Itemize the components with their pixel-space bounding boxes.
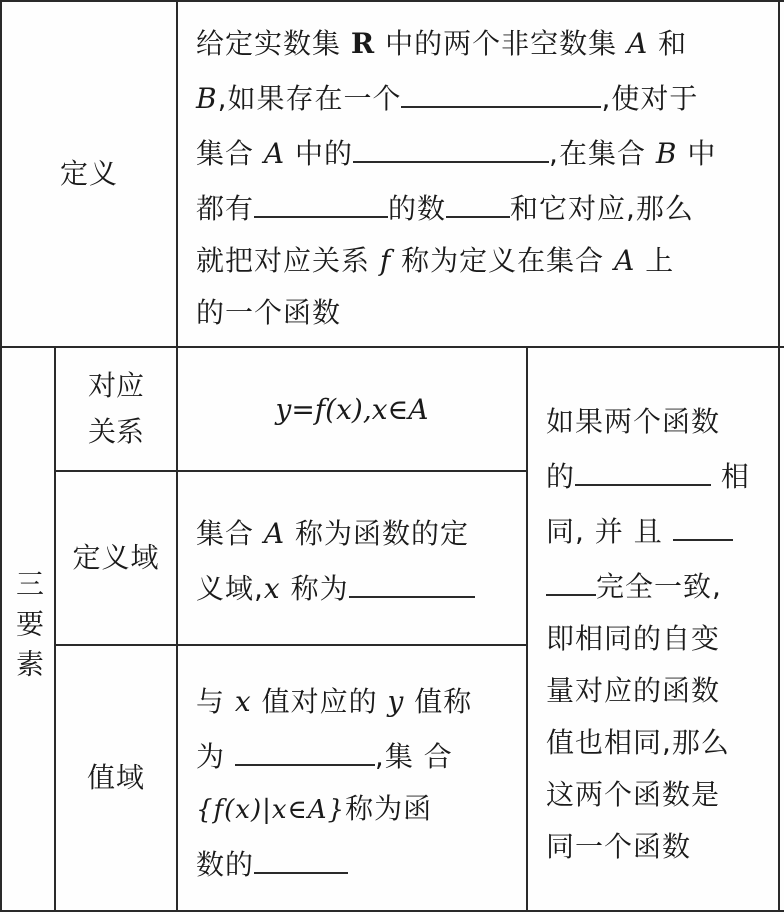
blank-function-value — [235, 728, 375, 766]
blank-correspondence-part1 — [673, 503, 733, 541]
same-function-content — [546, 396, 768, 873]
same-function-line-5: 即相同的自变 — [546, 622, 721, 655]
range-line-3: {f(x)|x∈A}称为函 — [196, 792, 433, 825]
correspondence-formula: y=f(x),x∈A — [275, 392, 429, 426]
same-function-line-6: 量对应的函数 — [546, 674, 721, 707]
blank-definition-domain — [575, 448, 711, 486]
definition-line-2: B,如果存在一个 ,使对于 — [196, 70, 770, 125]
domain-line-2: 义域,x 称为 — [196, 560, 518, 615]
same-function-line-2: 的 相 — [546, 448, 768, 503]
three-elements-label-text: 三要素 — [12, 569, 45, 689]
domain-line-1: 集合 A 称为函数的定 — [196, 517, 470, 550]
same-function-line-9: 同一个函数 — [546, 830, 692, 863]
range-label: 值域 — [86, 761, 145, 794]
table-border-right — [778, 0, 780, 912]
definition-line-4: 都有 的数 和它对应,那么 — [196, 180, 770, 235]
blank-fx — [446, 180, 510, 218]
definition-line-1: 给定实数集 R 中的两个非空数集 A 和 — [196, 27, 688, 60]
same-function-line-7: 值也相同,那么 — [546, 726, 730, 759]
blank-unique — [254, 180, 388, 218]
blank-any-element — [353, 125, 549, 163]
range-line-4: 数的 — [196, 836, 518, 891]
same-function-line-8: 这两个函数是 — [546, 778, 721, 811]
three-elements-label — [2, 348, 54, 910]
range-line-1: 与 x 值对应的 y 值称 — [196, 685, 473, 718]
blank-independent-variable — [349, 560, 475, 598]
same-function-line-1: 如果两个函数 — [546, 405, 721, 438]
domain-content — [196, 508, 518, 615]
definition-label-text: 定义 — [59, 157, 118, 190]
blank-correspondence-part2 — [546, 558, 596, 596]
domain-label: 定义域 — [72, 541, 160, 574]
definition-content — [196, 18, 770, 339]
definition-line-6: 的一个函数 — [196, 296, 342, 329]
table-border-bottom — [0, 910, 784, 912]
same-function-line-3: 同, 并 且 — [546, 503, 768, 558]
blank-range — [254, 836, 348, 874]
range-content — [196, 676, 518, 891]
range-line-2: 为 ,集 合 — [196, 728, 518, 783]
definition-line-5: 就把对应关系 f 称为定义在集合 A 上 — [196, 244, 675, 277]
definition-label — [2, 2, 176, 346]
same-function-line-4: 完全一致, — [546, 558, 768, 613]
col-divider-right — [526, 346, 528, 912]
definition-line-3: 集合 A 中的 ,在集合 B 中 — [196, 125, 770, 180]
correspondence-label: 对应 关系 — [87, 369, 144, 448]
blank-existence — [401, 70, 601, 108]
